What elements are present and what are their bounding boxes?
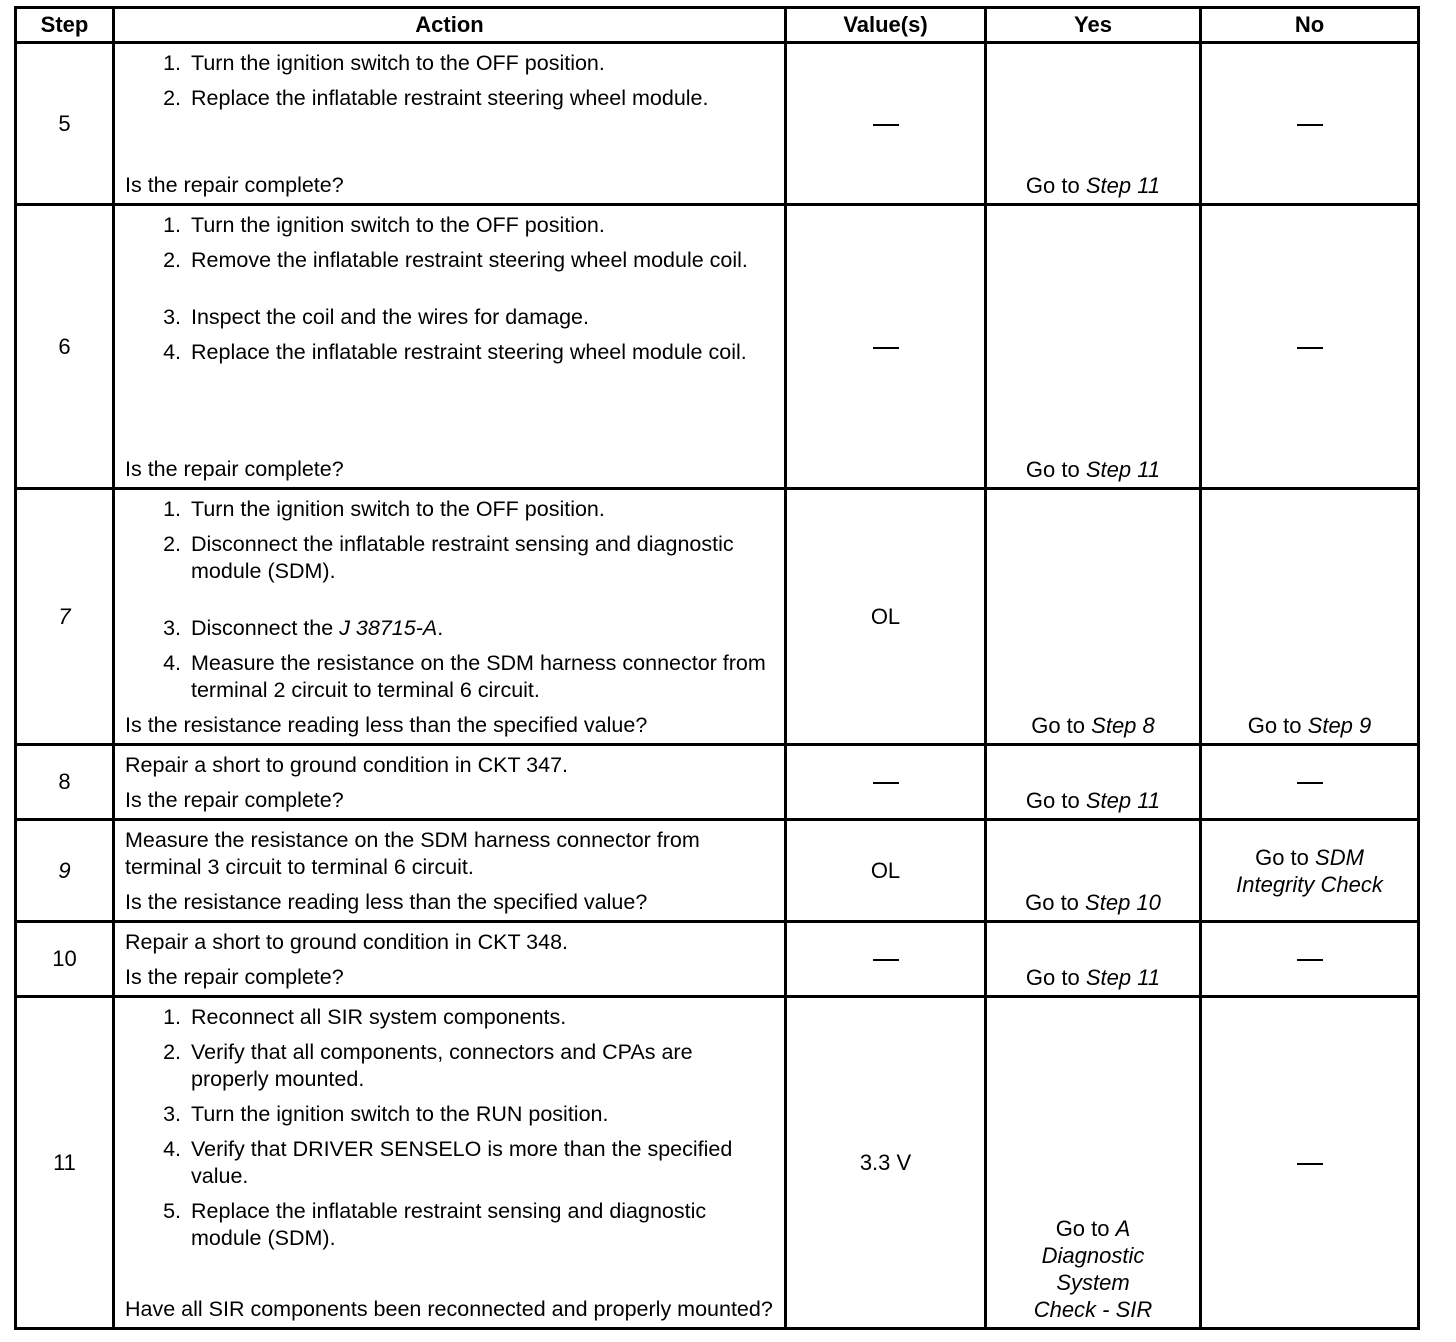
- action-item: 4. Replace the inflatable restraint steering wheel module coil.: [163, 340, 747, 364]
- value-cell: [786, 43, 986, 205]
- yes-goto-link[interactable]: Go to Step 11: [1025, 173, 1161, 198]
- diagnostic-table-sheet: [14, 6, 1420, 1330]
- yes-goto-link[interactable]: Go to Step 11: [1025, 457, 1161, 482]
- step-cell: [16, 922, 114, 997]
- no-dash: [1202, 769, 1417, 795]
- no-dash: [1202, 946, 1417, 972]
- table-row-step-5: [16, 43, 1419, 205]
- no-cell: [1201, 997, 1419, 1329]
- header-step: Step: [16, 8, 114, 43]
- diagnostic-table: [14, 6, 1420, 1330]
- action-item: 2. Replace the inflatable restraint steering wheel module.: [163, 86, 709, 110]
- step-number: 7: [58, 603, 71, 629]
- action-item: 4. Verify that DRIVER SENSELO is more than the specified value.: [163, 1137, 733, 1188]
- no-cell: [1201, 43, 1419, 205]
- action-cell: [114, 820, 786, 922]
- value-dash: [787, 946, 984, 972]
- value-dash: [787, 334, 984, 360]
- yes-goto-link[interactable]: Go to Step 11: [1025, 965, 1161, 990]
- action-item: 3. Turn the ignition switch to the RUN position.: [163, 1102, 609, 1126]
- value-cell: [786, 922, 986, 997]
- step-cell: [16, 43, 114, 205]
- table-row-step-7: [16, 489, 1419, 745]
- step-cell: [16, 205, 114, 489]
- no-dash: [1202, 334, 1417, 360]
- yes-goto-link[interactable]: Go to Step 10: [1025, 890, 1161, 915]
- value-text: 3.3 V: [859, 1149, 912, 1175]
- value-text: OL: [870, 857, 901, 883]
- value-dash: [787, 769, 984, 795]
- action-question: Is the resistance reading less than the specified value?: [125, 713, 648, 737]
- action-question: Is the repair complete?: [125, 788, 344, 812]
- step-cell: [16, 997, 114, 1329]
- value-cell: [786, 997, 986, 1329]
- action-cell: [114, 489, 786, 745]
- action-question: Is the resistance reading less than the specified value?: [125, 890, 648, 914]
- no-dash: [1202, 1150, 1417, 1176]
- step-cell: [16, 820, 114, 922]
- value-cell: [786, 745, 986, 820]
- yes-goto-link[interactable]: Go to Step 8: [1031, 713, 1155, 738]
- yes-cell: [986, 489, 1201, 745]
- no-goto-link[interactable]: Go to Step 9: [1247, 713, 1372, 738]
- action-question: Is the repair complete?: [125, 965, 344, 989]
- yes-cell: [986, 820, 1201, 922]
- table-row-step-6: [16, 205, 1419, 489]
- action-cell: [114, 205, 786, 489]
- step-number: 6: [58, 333, 71, 359]
- step-number: 9: [58, 857, 71, 883]
- yes-cell: [986, 43, 1201, 205]
- yes-cell: [986, 205, 1201, 489]
- no-cell: [1201, 205, 1419, 489]
- action-cell: [114, 922, 786, 997]
- no-cell: [1201, 922, 1419, 997]
- action-question: Is the repair complete?: [125, 457, 344, 481]
- yes-cell: [986, 745, 1201, 820]
- step-number: 10: [52, 946, 77, 971]
- value-cell: [786, 205, 986, 489]
- yes-cell: [986, 922, 1201, 997]
- yes-goto-link[interactable]: Go to A Diagnostic System Check - SIR: [1033, 1216, 1153, 1322]
- no-cell: [1201, 745, 1419, 820]
- action-item: 1. Turn the ignition switch to the OFF position.: [163, 213, 605, 237]
- table-header-row: [16, 8, 1419, 43]
- step-cell: [16, 489, 114, 745]
- no-dash: [1202, 111, 1417, 137]
- action-item: 2. Remove the inflatable restraint steering wheel module coil.: [163, 248, 748, 272]
- action-item: 1. Turn the ignition switch to the OFF position.: [163, 497, 605, 521]
- action-cell: [114, 43, 786, 205]
- header-values: Value(s): [786, 8, 986, 43]
- action-item: 4. Measure the resistance on the SDM harness connector from terminal 2 circuit to terminal 6 circuit.: [163, 651, 766, 702]
- table-row-step-11: [16, 997, 1419, 1329]
- header-no: No: [1201, 8, 1419, 43]
- value-cell: [786, 820, 986, 922]
- action-item: 3. Inspect the coil and the wires for damage.: [163, 305, 589, 329]
- value-cell: [786, 489, 986, 745]
- action-text: Repair a short to ground condition in CKT 347.: [125, 753, 569, 777]
- header-action: Action: [114, 8, 786, 43]
- step-cell: [16, 745, 114, 820]
- action-text: Repair a short to ground condition in CKT 348.: [125, 930, 569, 954]
- action-question: Is the repair complete?: [125, 173, 344, 197]
- table-row-step-8: [16, 745, 1419, 820]
- header-yes: Yes: [986, 8, 1201, 43]
- no-cell: [1201, 489, 1419, 745]
- step-number: 5: [58, 110, 71, 136]
- action-item: 2. Disconnect the inflatable restraint sensing and diagnostic module (SDM).: [163, 532, 734, 583]
- value-dash: [787, 111, 984, 137]
- tool-reference-link[interactable]: J 38715-A: [339, 616, 438, 640]
- action-cell: [114, 997, 786, 1329]
- table-row-step-10: [16, 922, 1419, 997]
- action-item: 2. Verify that all components, connectors and CPAs are properly mounted.: [163, 1040, 693, 1091]
- value-text: OL: [870, 603, 901, 629]
- action-item: 1. Reconnect all SIR system components.: [163, 1005, 567, 1029]
- action-item: 1. Turn the ignition switch to the OFF position.: [163, 51, 605, 75]
- step-number: 11: [53, 1149, 76, 1175]
- step-number: 8: [58, 769, 71, 794]
- yes-goto-link[interactable]: Go to Step 11: [1025, 788, 1161, 813]
- action-question: Have all SIR components been reconnected and properly mounted?: [125, 1297, 773, 1321]
- action-item: 3. Disconnect the J 38715-A.: [163, 616, 444, 640]
- action-text: Measure the resistance on the SDM harness connector from terminal 3 circuit to terminal 6 circuit.: [125, 828, 700, 879]
- table-row-step-9: [16, 820, 1419, 922]
- no-cell: [1201, 820, 1419, 922]
- action-item: 5. Replace the inflatable restraint sensing and diagnostic module (SDM).: [163, 1199, 707, 1250]
- action-cell: [114, 745, 786, 820]
- yes-cell: [986, 997, 1201, 1329]
- no-goto-link[interactable]: Go to SDM Integrity Check: [1236, 844, 1383, 897]
